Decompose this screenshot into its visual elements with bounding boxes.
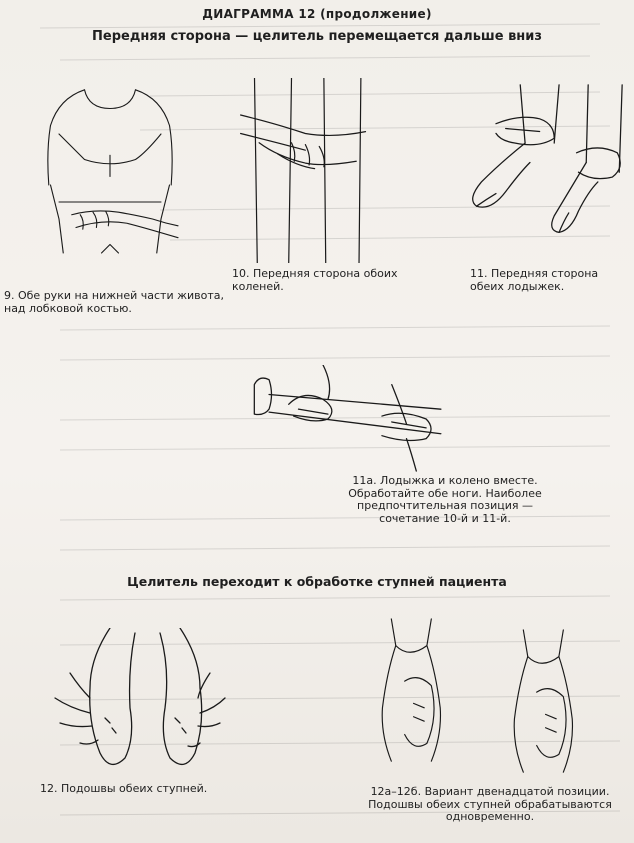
figure-10-illustration: [240, 78, 380, 263]
figure-11-caption: 11. Передняя сторона обеих лодыжек.: [470, 267, 599, 293]
figure-12-caption: 12. Подошвы обеих ступней.: [40, 782, 208, 795]
figure-11a-caption: 11а. Лодыжка и колено вместе. Обработайте обе ноги. Наиболее предпочтительная позиция — сочетание 10-й и 11-й.: [348, 474, 542, 525]
figure-9-caption: 9. Обе руки на нижней части живота, над лобковой костью.: [4, 289, 225, 315]
figure-10-caption: 10. Передняя сторона обоих коленей.: [232, 267, 398, 293]
diagram-subtitle: Передняя сторона — целитель перемещается дальше вниз: [92, 29, 542, 44]
figure-12b-illustration: [510, 628, 590, 783]
section-heading: Целитель переходит к обработке ступней пациента: [127, 574, 507, 589]
diagram-title: ДИАГРАММА 12 (продолжение): [202, 7, 432, 21]
figure-11a-illustration: [240, 365, 465, 473]
figure-12ab-caption: 12а–12б. Вариант двенадцатой позиции. Подошвы обеих ступней обрабатываются одновременно.: [368, 785, 612, 824]
figure-12-illustration: [45, 628, 235, 778]
figure-12a-illustration: [378, 612, 458, 777]
figure-11-illustration: [462, 80, 627, 245]
figure-9-illustration: [25, 68, 195, 268]
